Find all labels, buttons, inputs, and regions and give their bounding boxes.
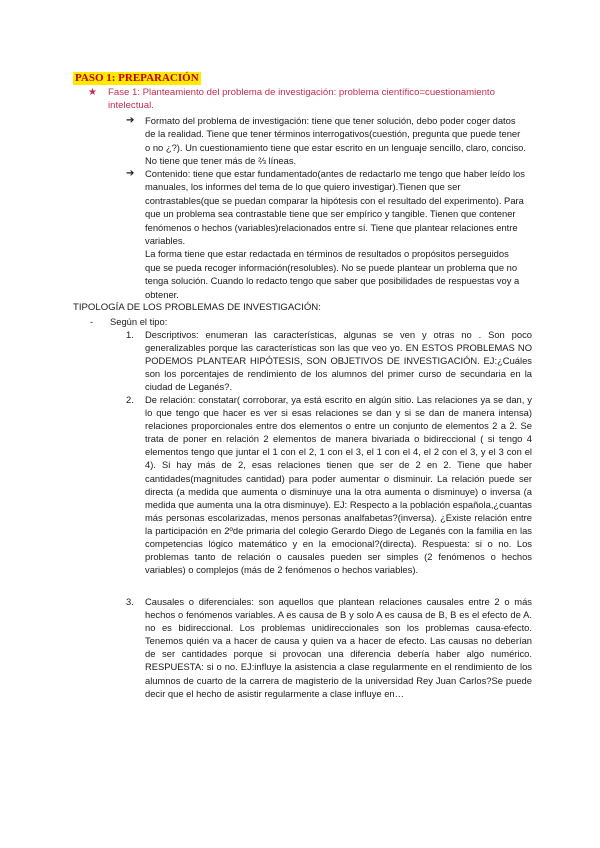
arrow-right-icon: ➔ <box>126 168 135 179</box>
arrow-right-icon: ➔ <box>126 115 135 126</box>
formato-item <box>126 114 526 168</box>
contenido-extra-text: La forma tiene que estar redactada en términos de resultados o propósitos perseguidos que se pueda recoger información(resolubles). No se puede plantear un problema que no tenga solución. Cuando lo redacto tengo que saber que posibilidades de respuestas voy a obtener. <box>145 248 520 300</box>
segun-tipo-item <box>90 315 167 328</box>
numbered-item-relacion <box>126 393 532 576</box>
numbered-item-causales <box>126 595 532 700</box>
dash-bullet: - <box>90 316 94 327</box>
contenido-text: Contenido: tiene que estar fundamentado(antes de redactarlo me tengo que haber leído los manuales, los informes del tema de lo que quiero investigar).Tienen que ser contrastables(que se puedan comparar la hipótesis con el resultado del experimento). Para que un problema sea contrastable tiene que ser empírico y tangible. Tienen que contener fenómenos o hechos (variables)relacionados entre sí. Tiene que plantear relaciones entre variables. <box>145 168 525 247</box>
item-text: De relación: constatar( corroborar, ya está escrito en algún sitio. Las relaciones ya se dan, y lo que tengo que hacer es ver si esas relaciones se dan y si se dan de manera intensa) relaciones proporcionales entre dos elementos o entre un conjunto de elementos 2 a 2. Se trata de poner en relación 2 elementos de manera bivariada o bidireccional ( si tengo 4 elementos tengo que juntar el 1 con el 2, 1 con el 3, el 1 con el 4, el 2 con el 3, y el 3 con el 4). Si hay más de 2, esas relaciones tienen que ser de 2 en 2. Tiene que haber cantidades(magnitudes cantidad) para poder aumentar o disminuir. La relación puede ser directa (a medida que aumenta o disminuye una la otra aumenta o disminuye) o inversa (a medida que aumenta una la otra disminuye). EJ: Respecto a la población española,¿cuantas más personas escolarizadas, menos personas analfabetas?(inversa). ¿Existe relación entre la participación en 2ºde primaria del colegio Gerardo Diego de Leganés con la familia en las competencias lógico matemático y en la emocional?(directa). Respuesta: si o no. Los problemas tanto de relación o causales pueden ser simples (2 fenómenos o hechos variables) o complejos (más de 2 fenómenos o hechos variables). <box>145 394 532 576</box>
tipologia-heading: TIPOLOGÍA DE LOS PROBLEMAS DE INVESTIGACIÓN: <box>73 302 321 313</box>
item-text: Causales o diferenciales: son aquellos que plantean relaciones causales entre 2 o más hechos o fenómenos variables. A es causa de B y solo A es causa de B, B es el efecto de A. no es bidireccional. Los problemas unidireccionales son los problemas causa-efecto. Tenemos quién va a hacer de causa y quien va a hacer de efecto. Las causas no deberían de ser cantidades porque si provocan una diferencia debería haber algo numérico. RESPUESTA: si o no. EJ:influye la asistencia a clase regularmente en el rendimiento de los alumnos de cuarto de la carrera de magisterio de la universidad Rey Juan Carlos?Se puede decir que el hecho de asistir regularmente a clase influye en… <box>145 596 532 699</box>
segun-tipo-label: Según el tipo: <box>110 316 168 327</box>
fase-1-bullet <box>88 86 532 113</box>
star-icon: ★ <box>88 87 97 98</box>
formato-text: Formato del problema de investigación: tiene que tener solución, debo poder coger datos de la realidad. Tiene que tener términos interrogativos(cuestión, pregunta que puede tener o no ¿?). Un cuestionamiento tiene que estar escrito en un lenguaje sencillo, claro, conciso. No tiene que tener más de ⅔ líneas. <box>145 115 526 167</box>
numbered-item-descriptivos <box>126 328 532 393</box>
item-text: Descriptivos: enumeran las características, algunas se ven y otras no . Son poco generalizables porque las características son las que veo yo. EN ESTOS PROBLEMAS NO PODEMOS PLANTEAR HIPÓTESIS, SON OBJETIVOS DE INVESTIGACIÓN. EJ:¿Cuáles son los porcentajes de rendimiento de los alumnos del primer curso de secundaria en la ciudad de Leganés?. <box>145 329 532 393</box>
fase-1-text: Fase 1: Planteamiento del problema de investigación: problema científico=cuestionamiento intelectual. <box>108 87 495 112</box>
item-number: 1. <box>126 329 134 340</box>
contenido-item <box>126 167 526 301</box>
section-heading: PASO 1: PREPARACIÓN <box>75 72 199 84</box>
item-number: 2. <box>126 394 134 405</box>
item-number: 3. <box>126 596 134 607</box>
